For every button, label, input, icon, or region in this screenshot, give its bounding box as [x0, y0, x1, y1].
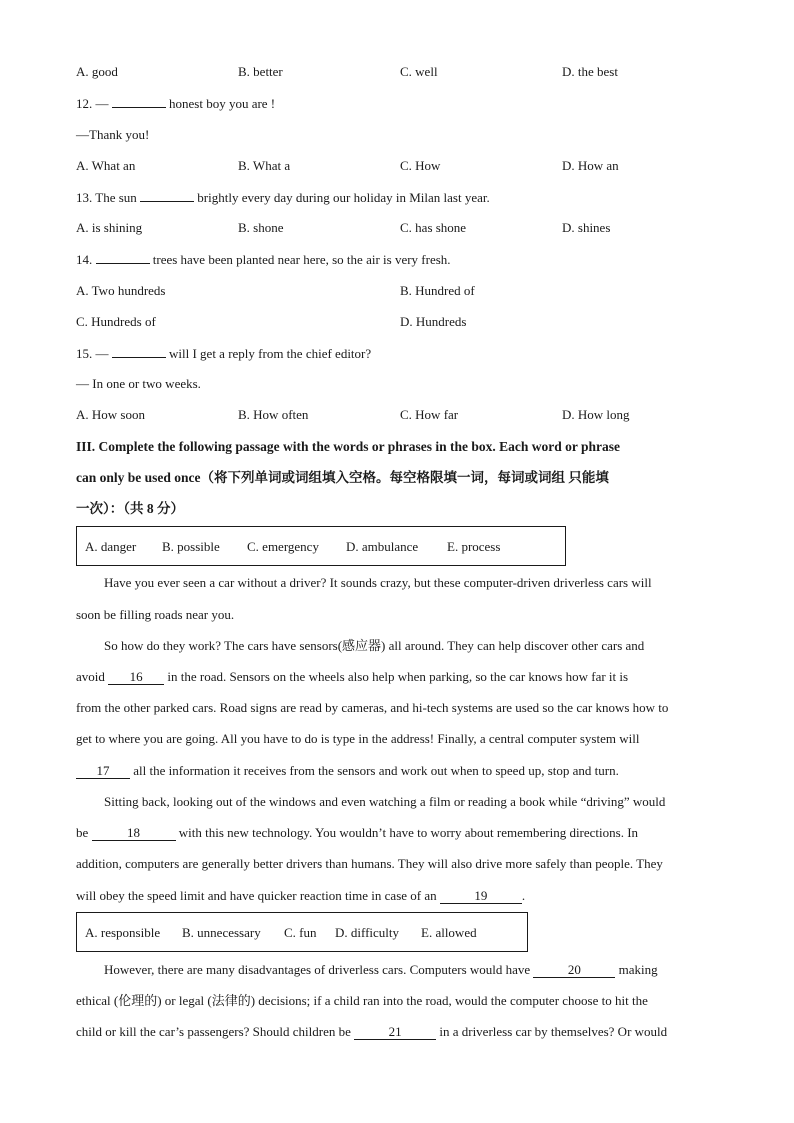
section3-heading-line2: can only be used once（将下列单词或词组填入空格。每空格限填一词，每词或词组 只能填 [76, 470, 609, 485]
box2-option-e: E. allowed [421, 925, 477, 940]
q12-option-a: A. What an [76, 158, 136, 173]
q14-blank [96, 251, 150, 264]
q12-reply: —Thank you! [76, 127, 150, 142]
q12-option-d: D. How an [562, 158, 619, 173]
p2-line1: So how do they work? The cars have sensors(感应器) all around. They can help discover other cars and [104, 638, 645, 653]
q12-option-b: B. What a [238, 158, 291, 173]
q12-stem [76, 95, 275, 112]
p3-line2-pre: be [76, 825, 89, 840]
p4-line1-post: making [618, 962, 658, 977]
p1-line1: Have you ever seen a car without a driver? It sounds crazy, but these computer-driven driverless cars will [104, 575, 652, 590]
q12-blank [112, 95, 166, 108]
q14-stem-suffix: trees have been planted near here, so the air is very fresh. [152, 252, 451, 267]
p2-line5 [76, 763, 619, 779]
box2-option-b: B. unnecessary [182, 925, 261, 940]
q11-option-d: D. the best [562, 64, 618, 79]
q15-option-b: B. How often [238, 407, 309, 422]
q14-stem-prefix: 14. [76, 252, 93, 267]
box2-option-a: A. responsible [85, 925, 161, 940]
p3-line1: Sitting back, looking out of the windows and even watching a film or reading a book while “driving” would [104, 794, 666, 809]
p2-line5-post: all the information it receives from the sensors and work out when to speed up, stop and turn. [133, 763, 619, 778]
q13-option-d: D. shines [562, 220, 611, 235]
q14-option-b: B. Hundred of [400, 283, 475, 298]
blank-21: 21 [354, 1025, 436, 1040]
box1-option-c: C. emergency [247, 539, 319, 554]
p1-line2: soon be filling roads near you. [76, 607, 235, 622]
p4-line1 [104, 962, 658, 978]
p4-line3-post: in a driverless car by themselves? Or would [439, 1024, 668, 1039]
q13-option-c: C. has shone [400, 220, 467, 235]
q13-option-a: A. is shining [76, 220, 143, 235]
q14-option-c: C. Hundreds of [76, 314, 156, 329]
box1-option-a: A. danger [85, 539, 137, 554]
blank-20: 20 [533, 963, 615, 978]
q15-stem-suffix: will I get a reply from the chief editor? [169, 346, 372, 361]
box1-option-d: D. ambulance [346, 539, 419, 554]
box2-option-c: C. fun [284, 925, 317, 940]
box1-option-e: E. process [447, 539, 501, 554]
q11-option-b: B. better [238, 64, 283, 79]
blank-17: 17 [76, 764, 130, 779]
q13-stem-suffix: brightly every day during our holiday in Milan last year. [197, 190, 490, 205]
q15-blank [112, 345, 166, 358]
p3-line3: addition, computers are generally better drivers than humans. They will also drive more safely than people. They [76, 856, 663, 871]
q14-option-a: A. Two hundreds [76, 283, 166, 298]
p3-line4-post: . [521, 888, 526, 903]
q13-stem-prefix: 13. The sun [76, 190, 137, 205]
q12-option-c: C. How [400, 158, 441, 173]
section3-heading-line3: 一次）：（共 8 分） [76, 501, 184, 516]
q14-stem [76, 251, 451, 268]
p4-line3-pre: child or kill the car’s passengers? Should children be [76, 1024, 351, 1039]
p4-line3 [76, 1024, 667, 1040]
q13-stem [76, 189, 490, 206]
q13-option-b: B. shone [238, 220, 284, 235]
q11-option-a: A. good [76, 64, 118, 79]
q15-stem [76, 345, 371, 362]
box2-option-d: D. difficulty [335, 925, 400, 940]
blank-19: 19 [440, 889, 522, 904]
p3-line2 [76, 825, 638, 841]
p3-line2-post: with this new technology. You wouldn’t have to worry about remembering directions. In [178, 825, 639, 840]
q15-option-c: C. How far [400, 407, 459, 422]
p4-line2: ethical (伦理的) or legal (法律的) decisions; if a child ran into the road, would the computer choose to hit the [76, 993, 648, 1008]
word-box-1 [76, 526, 566, 566]
q11-option-c: C. well [400, 64, 438, 79]
blank-18: 18 [92, 826, 176, 841]
p2-line4: get to where you are going. All you have to do is type in the address! Finally, a central computer system will [76, 731, 640, 746]
q12-stem-prefix: 12. — [76, 96, 109, 111]
p3-line4-pre: will obey the speed limit and have quicker reaction time in case of an [76, 888, 437, 903]
p4-line1-pre: However, there are many disadvantages of driverless cars. Computers would have [104, 962, 531, 977]
q15-reply: — In one or two weeks. [76, 376, 201, 391]
q15-option-d: D. How long [562, 407, 630, 422]
blank-16: 16 [108, 670, 164, 685]
p2-line3: from the other parked cars. Road signs are read by cameras, and hi-tech systems are used so the car knows how to [76, 700, 669, 715]
q12-stem-suffix: honest boy you are ! [169, 96, 276, 111]
q14-option-d: D. Hundreds [400, 314, 467, 329]
p3-line4 [76, 888, 525, 904]
q13-blank [140, 189, 194, 202]
q15-stem-prefix: 15. — [76, 346, 109, 361]
p2-line2-post: in the road. Sensors on the wheels also help when parking, so the car knows how far it is [167, 669, 629, 684]
q15-option-a: A. How soon [76, 407, 145, 422]
section3-heading-line1: III. Complete the following passage with the words or phrases in the box. Each word or phrase [76, 439, 621, 454]
p2-line2 [76, 669, 628, 685]
word-box-2 [76, 912, 528, 952]
box1-option-b: B. possible [162, 539, 220, 554]
p2-line2-pre: avoid [76, 669, 105, 684]
